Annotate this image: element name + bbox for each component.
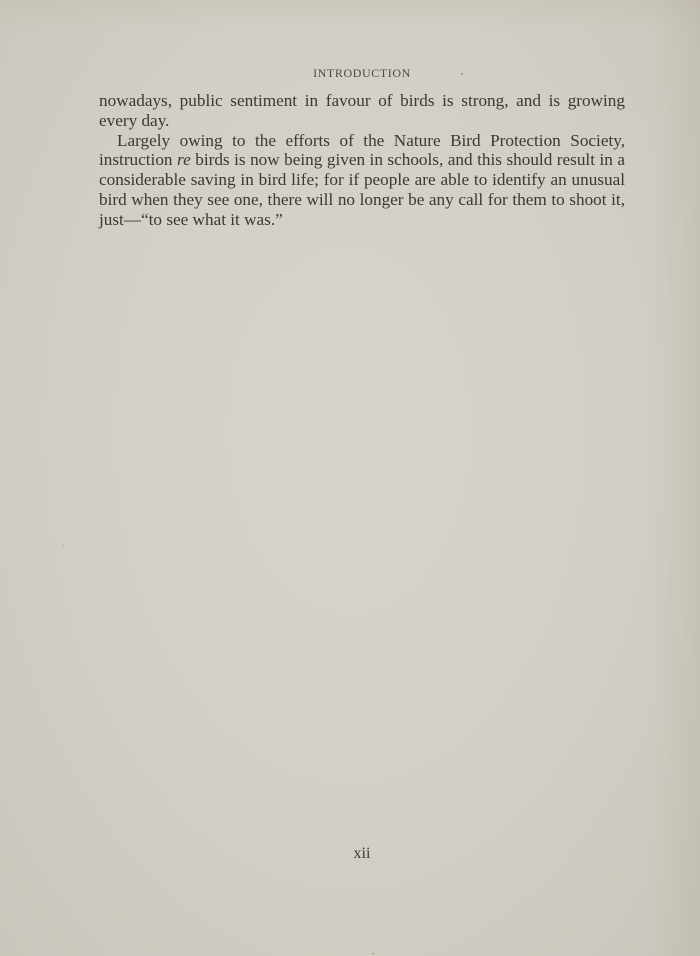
body-text (99, 91, 625, 230)
running-head: INTRODUCTION (313, 66, 411, 80)
paragraph-continued: nowadays, public sentiment in favour of birds is strong, and is growing every day. (99, 91, 625, 130)
paragraph-society-text-before: Largely owing to the efforts of the Nature Bird Protection Society, instruction (99, 130, 625, 170)
paragraph-society (99, 131, 625, 230)
page-edge-shading (650, 0, 700, 956)
paper-speck (461, 73, 463, 75)
paragraph-society-text-after: birds is now being given in schools, and this should result in a considerable saving in bird life; for if people are able to identify an unusual bird when they see one, there will no longer be any call for them to shoot it, just—“to see what it was.” (99, 150, 625, 229)
page-number: xii (353, 845, 371, 862)
page-top-shading (0, 0, 700, 30)
italic-re: re (177, 150, 191, 170)
paper-speck (63, 545, 64, 546)
paper-speck (372, 953, 374, 954)
